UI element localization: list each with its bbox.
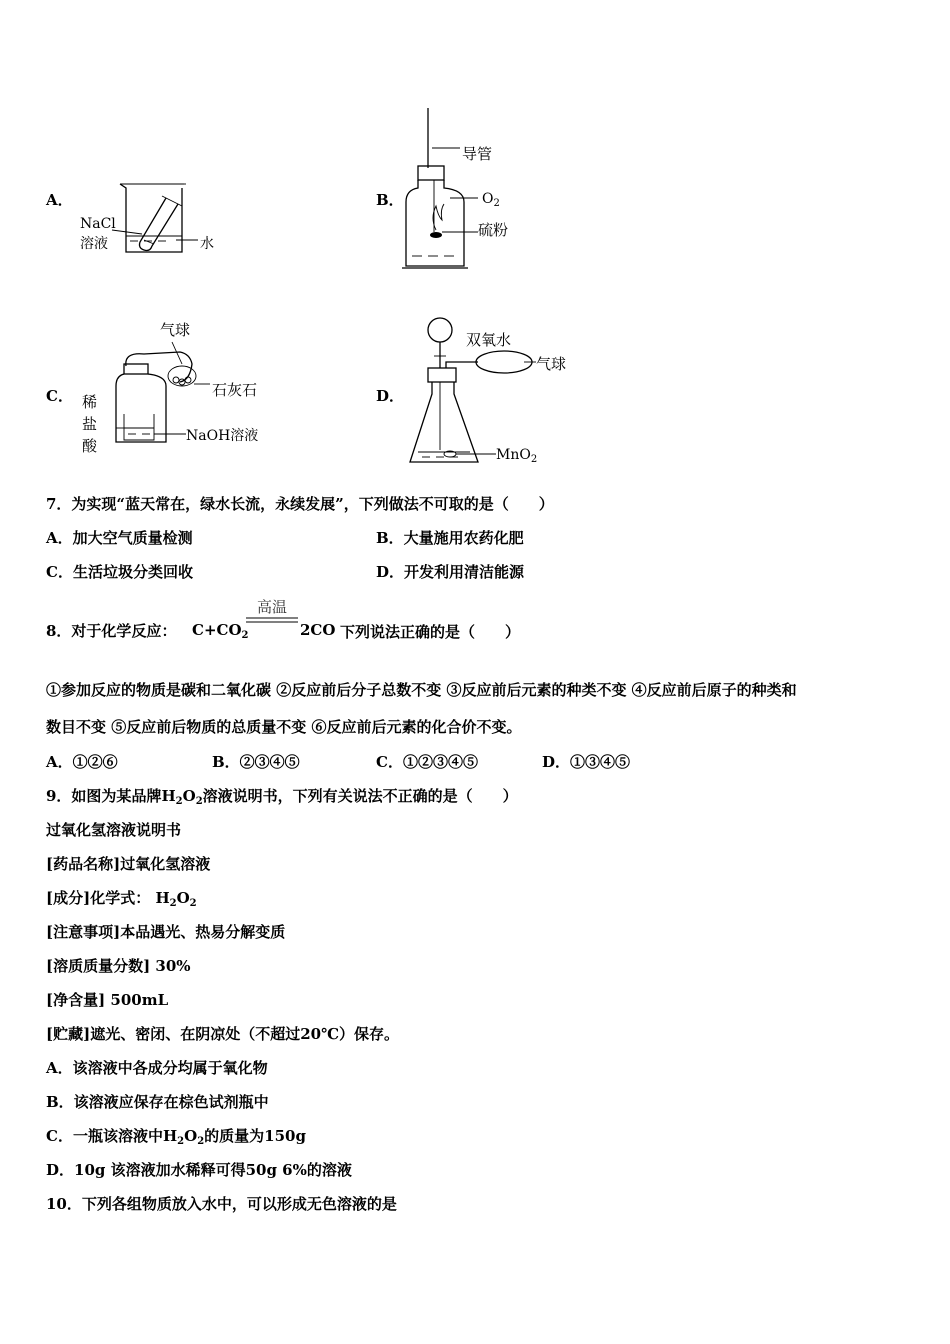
leaflet-title: 过氧化氢溶液说明书: [46, 821, 182, 839]
q8-option-a: A．①②⑥: [46, 753, 118, 771]
acid-label-1: 稀: [82, 393, 98, 411]
reaction-equals-sign: [246, 616, 298, 624]
nacl-label: NaCl: [80, 216, 116, 232]
acid-label-3: 酸: [82, 437, 98, 455]
acid-label-2: 盐: [82, 415, 98, 433]
q7-option-c: C．生活垃圾分类回收: [46, 563, 193, 581]
leaflet-caution: [注意事项]本品遇光、热易分解变质: [46, 923, 286, 941]
q9-option-a: A．该溶液中各成分均属于氧化物: [46, 1059, 268, 1077]
q8-statements-line2: 数目不变 ⑤反应前后物质的总质量不变 ⑥反应前后元素的化合价不变。: [46, 718, 522, 736]
leaflet-mass-fraction: [溶质质量分数] 30%: [46, 957, 191, 975]
q7-option-d: D．开发利用清洁能源: [376, 563, 525, 581]
balloon-label-d: 气球: [536, 355, 567, 373]
option-b-label: B．: [376, 191, 404, 209]
leaflet-storage: [贮藏]遮光、密闭、在阴凉处（不超过20℃）保存。: [46, 1025, 400, 1043]
reaction-condition: 高温: [256, 598, 287, 616]
question-9-stem: 9．如图为某品牌$H_2O_2$溶液说明书，下列有关说法不正确的是（ ）: [46, 787, 518, 807]
leaflet-drug-name: [药品名称]过氧化氢溶液: [46, 855, 211, 873]
question-7-stem: 7．为实现“蓝天常在，绿水长流，永续发展”，下列做法不可取的是（ ）: [46, 495, 554, 513]
question-8-suffix: 下列说法正确的是（ ）: [340, 623, 521, 641]
q9-option-b: B．该溶液应保存在棕色试剂瓶中: [46, 1093, 269, 1111]
q7-option-a: A．加大空气质量检测: [46, 529, 193, 547]
gas-bottle-figure: [400, 108, 480, 273]
question-8-prefix: 8．对于化学反应：: [46, 622, 177, 640]
q7-option-b: B．大量施用农药化肥: [376, 529, 524, 547]
reaction-product: 2CO: [300, 621, 336, 639]
q8-option-b: B．②③④⑤: [212, 753, 300, 771]
reaction-reactant: $C+CO_2$: [192, 621, 249, 641]
q8-statements-line1: ①参加反应的物质是碳和二氧化碳 ②反应前后分子总数不变 ③反应前后元素的种类不变 ④反应前后原子的种类和: [46, 681, 797, 699]
q9-option-c: C．一瓶该溶液中$H_2O_2$的质量为150g: [46, 1127, 306, 1147]
q8-option-c: C．①②③④⑤: [376, 753, 478, 771]
tube-label: 导管: [462, 145, 493, 163]
question-10-stem: 10．下列各组物质放入水中，可以形成无色溶液的是: [46, 1195, 397, 1213]
option-c-label: C．: [46, 387, 73, 405]
solution-label: 溶液: [80, 236, 108, 252]
sulfur-label: 硫粉: [478, 221, 509, 239]
o2-label: $O_2$: [482, 191, 500, 209]
leaflet-component: [成分]化学式： $H_2O_2$: [46, 889, 197, 909]
leaflet-net-volume: [净含量] 500mL: [46, 991, 169, 1009]
balloon-label-c: 气球: [160, 321, 191, 339]
q8-option-d: D．①③④⑤: [542, 753, 631, 771]
option-d-label: D．: [376, 387, 405, 405]
water-label: 水: [200, 236, 214, 252]
option-a-label: A．: [46, 191, 73, 209]
limestone-label: 石灰石: [212, 381, 258, 399]
q9-option-d: D．10g 该溶液加水稀释可得50g 6%的溶液: [46, 1161, 352, 1179]
naoh-label: NaOH溶液: [186, 428, 259, 444]
h2o2-label: 双氧水: [466, 331, 512, 349]
mno2-label: MnO$_2$: [496, 447, 538, 465]
